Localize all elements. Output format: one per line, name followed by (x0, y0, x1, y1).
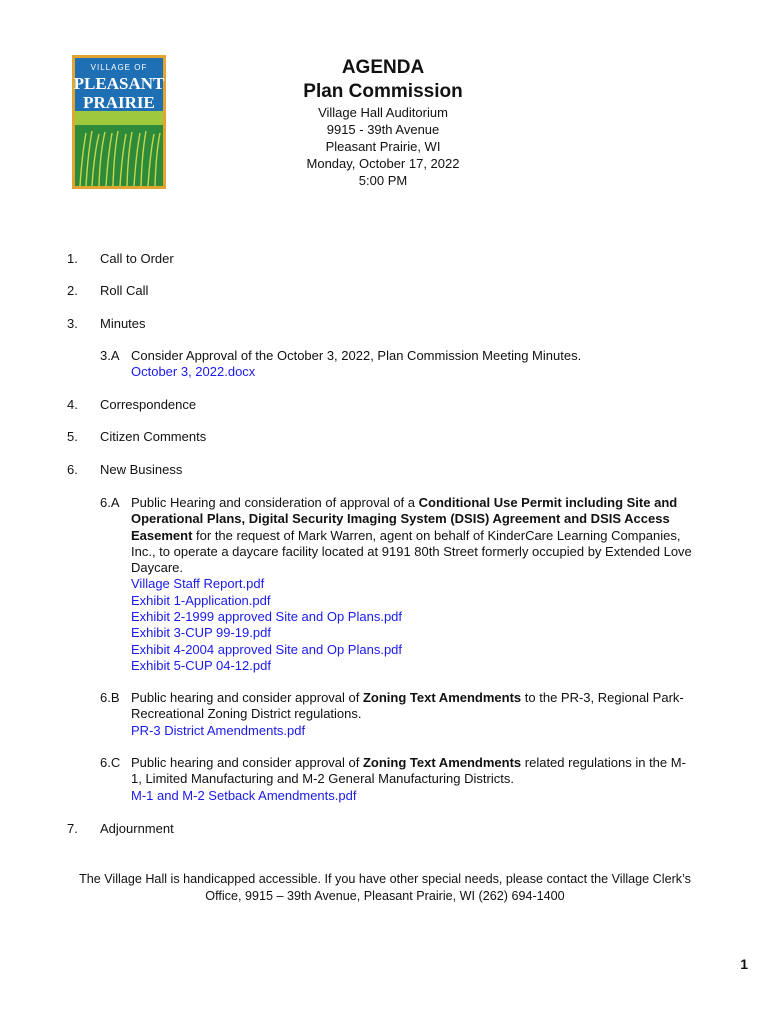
exhibit-4-link[interactable]: Exhibit 4-2004 approved Site and Op Plans.pdf (131, 641, 403, 657)
subitem-3a-text: Consider Approval of the October 3, 2022, Plan Commission Meeting Minutes. (131, 348, 582, 363)
subitem-6a-text: Public Hearing and consideration of approval of a Conditional Use Permit including Site and Operational Plans, Digital Security Imaging System (DSIS) Agreement and DSIS Access Easement for the request of Mark Warren, agent on behalf of KinderCare Learning Companies, Inc., to operate a daycare facility located at 9191 80th Street formerly occupied by Extended Love Daycare. (131, 495, 692, 576)
meeting-date: Monday, October 17, 2022 (306, 156, 460, 171)
agenda-header (280, 56, 486, 189)
village-logo (72, 55, 166, 189)
commission-name: Plan Commission (303, 81, 463, 102)
subitem-6b-text: Public hearing and consider approval of Zoning Text Amendments to the PR-3, Regional Park-Recreational Zoning District regulations. (131, 690, 684, 722)
item-number: 1. (67, 251, 78, 266)
subitem-3a (131, 348, 696, 381)
notice-line-2: Office, 9915 – 39th Avenue, Pleasant Prairie, WI (262) 694-1400 (205, 888, 565, 903)
subitem-number: 6.C (100, 755, 121, 770)
agenda-item-minutes: Minutes (100, 316, 146, 331)
subitem-number: 3.A (100, 348, 120, 363)
subitem-6b (131, 690, 696, 739)
page-number: 1 (740, 956, 748, 972)
subitem-6c (131, 755, 696, 804)
subitem-number: 6.B (100, 690, 120, 705)
subitem-number: 6.A (100, 495, 120, 510)
setback-amendments-link[interactable]: M-1 and M-2 Setback Amendments.pdf (131, 787, 357, 803)
accessibility-notice (60, 871, 710, 904)
minutes-doc-link[interactable]: October 3, 2022.docx (131, 364, 256, 380)
item-number: 6. (67, 462, 78, 477)
exhibit-1-link[interactable]: Exhibit 1-Application.pdf (131, 592, 271, 608)
item-number: 5. (67, 429, 78, 444)
meeting-address: 9915 - 39th Avenue (326, 122, 440, 137)
exhibit-3-link[interactable]: Exhibit 3-CUP 99-19.pdf (131, 625, 271, 641)
agenda-item-call-to-order: Call to Order (100, 251, 174, 266)
agenda-item-adjournment: Adjournment (100, 821, 174, 836)
agenda-item-correspondence: Correspondence (100, 397, 197, 412)
agenda-item-roll-call: Roll Call (100, 283, 149, 298)
exhibit-5-link[interactable]: Exhibit 5-CUP 04-12.pdf (131, 657, 271, 673)
agenda-title: AGENDA (341, 57, 425, 78)
exhibit-2-link[interactable]: Exhibit 2-1999 approved Site and Op Plans.pdf (131, 609, 403, 625)
subitem-6a (131, 495, 696, 674)
item-number: 2. (67, 283, 78, 298)
subitem-6c-text: Public hearing and consider approval of Zoning Text Amendments related regulations in the M-1, Limited Manufacturing and M-2 General Manufacturing Districts. (131, 755, 686, 787)
notice-line-1: The Village Hall is handicapped accessible. If you have other special needs, please contact the Village Clerk’s (79, 872, 691, 886)
item-number: 3. (67, 316, 78, 331)
item-number: 4. (67, 397, 78, 412)
agenda-item-citizen-comments: Citizen Comments (100, 429, 207, 444)
svg-text:PRAIRIE: PRAIRIE (83, 93, 155, 112)
svg-text:PLEASANT: PLEASANT (73, 74, 165, 93)
meeting-location: Village Hall Auditorium (318, 105, 448, 120)
meeting-time: 5:00 PM (358, 173, 408, 188)
meeting-city: Pleasant Prairie, WI (325, 139, 441, 154)
svg-text:VILLAGE OF: VILLAGE OF (90, 63, 148, 72)
item-number: 7. (67, 821, 78, 836)
agenda-item-new-business: New Business (100, 462, 183, 477)
staff-report-link[interactable]: Village Staff Report.pdf (131, 576, 265, 592)
pr3-amendments-link[interactable]: PR-3 District Amendments.pdf (131, 722, 306, 738)
